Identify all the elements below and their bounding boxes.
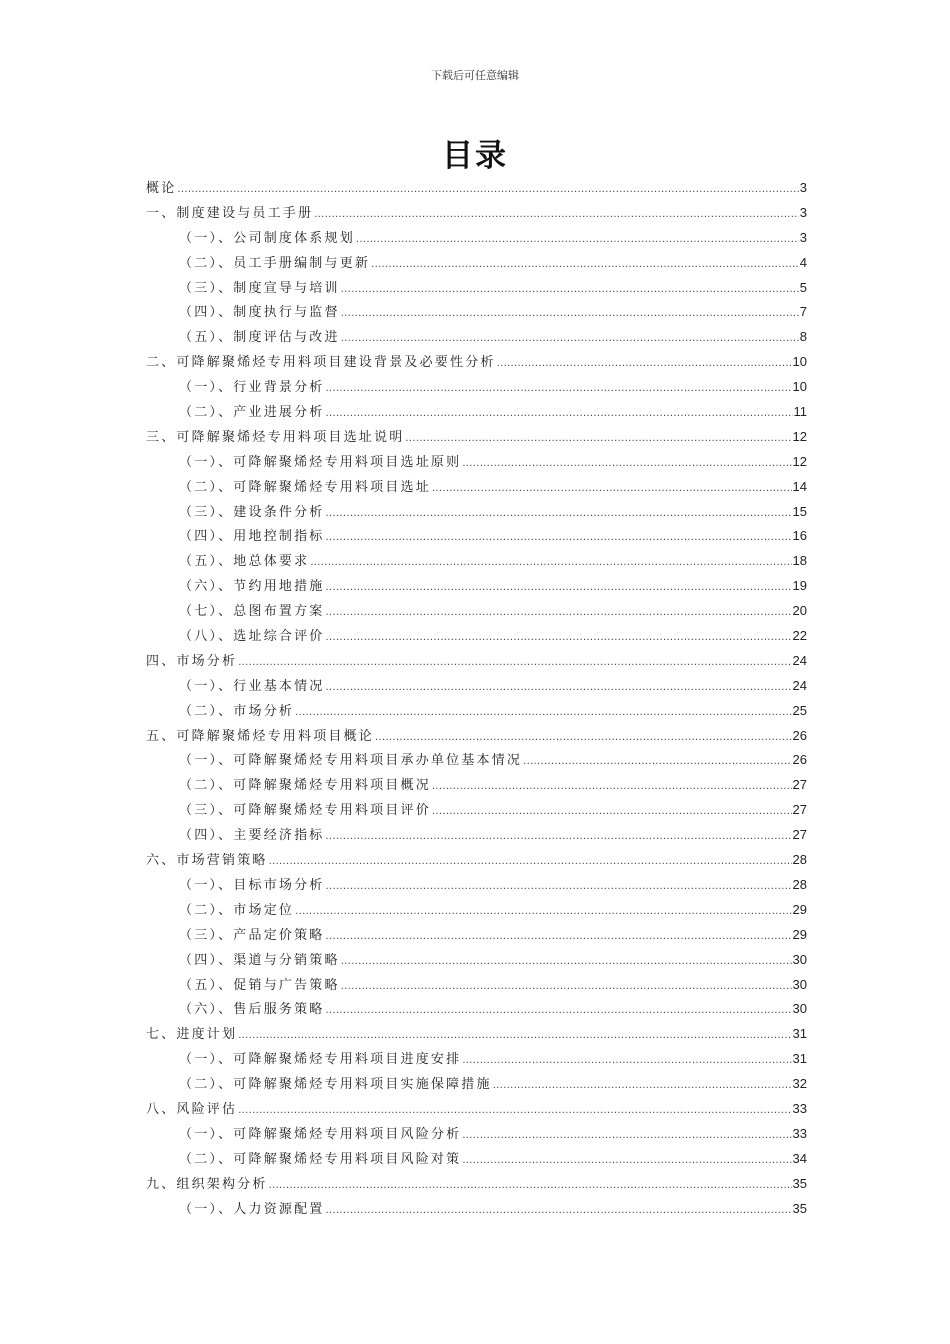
toc-entry-title: （四）、制度执行与监督 bbox=[179, 305, 340, 321]
toc-entry[interactable] bbox=[146, 997, 807, 1022]
toc-entry[interactable] bbox=[146, 898, 807, 923]
toc-entry-title: （一）、可降解聚烯烃专用料项目选址原则 bbox=[179, 454, 462, 470]
toc-entry[interactable] bbox=[146, 873, 807, 898]
toc-dot-leader bbox=[432, 477, 792, 502]
toc-dot-leader bbox=[326, 875, 792, 900]
toc-entry-page: 4 bbox=[799, 254, 807, 270]
toc-entry-title: （三）、建设条件分析 bbox=[179, 504, 325, 520]
toc-entry-page: 35 bbox=[792, 1175, 807, 1191]
toc-entry-title: （二）、可降解聚烯烃专用料项目实施保障措施 bbox=[179, 1077, 492, 1093]
toc-entry-title: （一）、目标市场分析 bbox=[179, 877, 325, 893]
toc-entry[interactable] bbox=[146, 748, 807, 773]
toc-entry-page: 16 bbox=[792, 528, 807, 544]
toc-entry[interactable] bbox=[146, 425, 807, 450]
toc-entry-page: 10 bbox=[792, 379, 807, 395]
toc-dot-leader bbox=[356, 228, 799, 253]
toc-entry-title: （二）、员工手册编制与更新 bbox=[179, 255, 371, 271]
toc-entry-page: 30 bbox=[792, 1001, 807, 1017]
toc-entry-page: 10 bbox=[792, 354, 807, 370]
toc-entry-page: 27 bbox=[792, 827, 807, 843]
toc-entry[interactable] bbox=[146, 1147, 807, 1172]
toc-entry-page: 30 bbox=[792, 976, 807, 992]
toc-entry-page: 20 bbox=[792, 603, 807, 619]
toc-dot-leader bbox=[326, 676, 792, 701]
toc-entry-title: （四）、渠道与分销策略 bbox=[179, 952, 340, 968]
toc-entry-page: 31 bbox=[792, 1051, 807, 1067]
toc-entry[interactable] bbox=[146, 973, 807, 998]
toc-dot-leader bbox=[341, 327, 799, 352]
toc-entry-title: （一）、可降解聚烯烃专用料项目风险分析 bbox=[179, 1126, 462, 1142]
toc-entry-page: 33 bbox=[792, 1125, 807, 1141]
toc-entry-title: （二）、可降解聚烯烃专用料项目风险对策 bbox=[179, 1151, 462, 1167]
toc-dot-leader bbox=[326, 925, 792, 950]
toc-entry-title: （五）、地总体要求 bbox=[179, 554, 310, 570]
toc-entry-page: 32 bbox=[792, 1076, 807, 1092]
table-of-contents bbox=[146, 176, 807, 1221]
toc-entry-page: 12 bbox=[792, 453, 807, 469]
toc-entry-title: （一）、公司制度体系规划 bbox=[179, 230, 355, 246]
toc-dot-leader bbox=[375, 726, 792, 751]
toc-entry-title: （三）、制度宣导与培训 bbox=[179, 280, 340, 296]
page-header: 下载后可任意编辑 bbox=[431, 69, 519, 82]
toc-entry[interactable] bbox=[146, 948, 807, 973]
toc-entry-title: 二、可降解聚烯烃专用料项目建设背景及必要性分析 bbox=[146, 355, 496, 371]
toc-dot-leader bbox=[523, 750, 791, 775]
toc-dot-leader bbox=[269, 1174, 792, 1199]
toc-entry[interactable] bbox=[146, 599, 807, 624]
toc-entry-page: 35 bbox=[792, 1200, 807, 1216]
toc-entry-page: 33 bbox=[792, 1100, 807, 1116]
toc-dot-leader bbox=[295, 900, 791, 925]
toc-dot-leader bbox=[497, 352, 792, 377]
toc-dot-leader bbox=[238, 651, 791, 676]
toc-entry-title: （一）、可降解聚烯烃专用料项目进度安排 bbox=[179, 1052, 462, 1068]
toc-entry-title: （一）、人力资源配置 bbox=[179, 1201, 325, 1217]
toc-entry-title: （一）、行业背景分析 bbox=[179, 380, 325, 396]
toc-entry-title: 一、制度建设与员工手册 bbox=[146, 205, 314, 221]
toc-entry[interactable] bbox=[146, 574, 807, 599]
toc-entry[interactable] bbox=[146, 923, 807, 948]
toc-dot-leader bbox=[314, 203, 799, 228]
toc-entry-page: 15 bbox=[792, 503, 807, 519]
toc-entry[interactable] bbox=[146, 524, 807, 549]
toc-dot-leader bbox=[405, 427, 791, 452]
toc-entry-page: 25 bbox=[792, 702, 807, 718]
toc-entry-page: 18 bbox=[792, 553, 807, 569]
toc-dot-leader bbox=[326, 502, 792, 527]
toc-dot-leader bbox=[371, 253, 799, 278]
toc-dot-leader bbox=[326, 999, 792, 1024]
toc-dot-leader bbox=[462, 1049, 791, 1074]
toc-entry[interactable] bbox=[146, 400, 807, 425]
toc-dot-leader bbox=[326, 377, 792, 402]
toc-dot-leader bbox=[341, 278, 799, 303]
toc-entry-page: 5 bbox=[799, 279, 807, 295]
toc-entry-page: 26 bbox=[792, 752, 807, 768]
toc-entry[interactable] bbox=[146, 475, 807, 500]
toc-entry-page: 27 bbox=[792, 802, 807, 818]
toc-entry[interactable] bbox=[146, 1047, 807, 1072]
toc-entry-page: 11 bbox=[793, 404, 807, 420]
toc-entry-page: 14 bbox=[792, 478, 807, 494]
toc-entry[interactable] bbox=[146, 1022, 807, 1047]
toc-entry-page: 24 bbox=[792, 652, 807, 668]
toc-entry-title: （五）、制度评估与改进 bbox=[179, 330, 340, 346]
toc-entry[interactable] bbox=[146, 773, 807, 798]
toc-entry-title: （一）、可降解聚烯烃专用料项目承办单位基本情况 bbox=[179, 753, 523, 769]
toc-entry[interactable] bbox=[146, 674, 807, 699]
toc-dot-leader bbox=[462, 1149, 791, 1174]
toc-entry-title: 七、进度计划 bbox=[146, 1027, 238, 1043]
toc-entry[interactable] bbox=[146, 350, 807, 375]
toc-entry[interactable] bbox=[146, 798, 807, 823]
toc-entry[interactable] bbox=[146, 699, 807, 724]
toc-entry[interactable] bbox=[146, 1072, 807, 1097]
toc-entry[interactable] bbox=[146, 276, 807, 301]
toc-entry[interactable] bbox=[146, 1097, 807, 1122]
toc-entry-page: 7 bbox=[799, 304, 807, 320]
toc-entry[interactable] bbox=[146, 300, 807, 325]
toc-entry-page: 34 bbox=[792, 1150, 807, 1166]
toc-dot-leader bbox=[238, 1099, 791, 1124]
toc-dot-leader bbox=[326, 526, 792, 551]
toc-entry[interactable] bbox=[146, 226, 807, 251]
toc-entry-page: 22 bbox=[792, 628, 807, 644]
toc-entry[interactable] bbox=[146, 500, 807, 525]
toc-entry[interactable] bbox=[146, 848, 807, 873]
toc-entry-title: （五）、促销与广告策略 bbox=[179, 977, 340, 993]
toc-entry-page: 29 bbox=[792, 901, 807, 917]
toc-dot-leader bbox=[310, 551, 791, 576]
toc-dot-leader bbox=[462, 1124, 791, 1149]
toc-entry-title: （四）、主要经济指标 bbox=[179, 828, 325, 844]
toc-entry[interactable] bbox=[146, 251, 807, 276]
toc-entry-title: （二）、市场分析 bbox=[179, 703, 295, 719]
toc-dot-leader bbox=[341, 950, 792, 975]
toc-entry-title: （一）、行业基本情况 bbox=[179, 678, 325, 694]
toc-entry[interactable] bbox=[146, 624, 807, 649]
toc-entry[interactable] bbox=[146, 1122, 807, 1147]
toc-entry-page: 30 bbox=[792, 951, 807, 967]
toc-entry[interactable] bbox=[146, 1197, 807, 1222]
toc-dot-leader bbox=[326, 626, 792, 651]
page-title: 目录 bbox=[442, 138, 508, 174]
toc-entry-title: 五、可降解聚烯烃专用料项目概论 bbox=[146, 728, 375, 744]
toc-entry-page: 19 bbox=[792, 578, 807, 594]
toc-entry-title: （二）、产业进展分析 bbox=[179, 405, 325, 421]
toc-dot-leader bbox=[326, 601, 792, 626]
toc-dot-leader bbox=[326, 825, 792, 850]
toc-entry[interactable] bbox=[146, 450, 807, 475]
toc-dot-leader bbox=[341, 975, 792, 1000]
toc-entry-page: 28 bbox=[792, 876, 807, 892]
toc-dot-leader bbox=[493, 1074, 792, 1099]
toc-entry-title: 六、市场营销策略 bbox=[146, 853, 268, 869]
toc-entry[interactable] bbox=[146, 375, 807, 400]
toc-entry-title: 概论 bbox=[146, 181, 177, 196]
toc-dot-leader bbox=[238, 1024, 791, 1049]
toc-entry-title: （七）、总图布置方案 bbox=[179, 604, 325, 620]
toc-entry[interactable] bbox=[146, 549, 807, 574]
toc-entry-page: 29 bbox=[792, 926, 807, 942]
toc-entry-title: （三）、可降解聚烯烃专用料项目评价 bbox=[179, 803, 431, 819]
toc-entry-page: 12 bbox=[792, 428, 807, 444]
toc-entry-page: 31 bbox=[792, 1026, 807, 1042]
toc-entry-title: （三）、产品定价策略 bbox=[179, 927, 325, 943]
toc-entry-title: 八、风险评估 bbox=[146, 1101, 238, 1117]
toc-entry-page: 27 bbox=[792, 777, 807, 793]
toc-entry-title: （二）、可降解聚烯烃专用料项目概况 bbox=[179, 778, 431, 794]
toc-entry[interactable] bbox=[146, 176, 807, 201]
toc-dot-leader bbox=[326, 576, 792, 601]
toc-dot-leader bbox=[269, 850, 792, 875]
toc-entry-title: 四、市场分析 bbox=[146, 653, 238, 669]
toc-entry-page: 3 bbox=[799, 180, 807, 195]
toc-dot-leader bbox=[295, 701, 791, 726]
toc-dot-leader bbox=[177, 178, 798, 203]
toc-dot-leader bbox=[462, 452, 791, 477]
toc-dot-leader bbox=[432, 800, 792, 825]
toc-entry-title: （四）、用地控制指标 bbox=[179, 529, 325, 545]
toc-entry[interactable] bbox=[146, 724, 807, 749]
toc-entry-title: （八）、选址综合评价 bbox=[179, 629, 325, 645]
toc-entry-page: 26 bbox=[792, 727, 807, 743]
toc-entry-page: 8 bbox=[799, 329, 807, 345]
toc-entry-title: （二）、市场定位 bbox=[179, 902, 295, 918]
toc-entry-title: 三、可降解聚烯烃专用料项目选址说明 bbox=[146, 429, 405, 445]
toc-dot-leader bbox=[326, 402, 793, 427]
toc-entry[interactable] bbox=[146, 649, 807, 674]
toc-entry[interactable] bbox=[146, 325, 807, 350]
toc-entry-title: 九、组织架构分析 bbox=[146, 1176, 268, 1192]
toc-entry-page: 28 bbox=[792, 852, 807, 868]
toc-dot-leader bbox=[341, 302, 799, 327]
toc-entry[interactable] bbox=[146, 823, 807, 848]
toc-entry-title: （六）、节约用地措施 bbox=[179, 579, 325, 595]
toc-dot-leader bbox=[326, 1199, 792, 1224]
toc-entry-title: （六）、售后服务策略 bbox=[179, 1002, 325, 1018]
toc-entry-page: 24 bbox=[792, 677, 807, 693]
toc-entry-page: 3 bbox=[799, 204, 807, 220]
toc-entry[interactable] bbox=[146, 1172, 807, 1197]
toc-entry-page: 3 bbox=[799, 229, 807, 245]
toc-entry-title: （二）、可降解聚烯烃专用料项目选址 bbox=[179, 479, 431, 495]
toc-entry[interactable] bbox=[146, 201, 807, 226]
toc-dot-leader bbox=[432, 775, 792, 800]
